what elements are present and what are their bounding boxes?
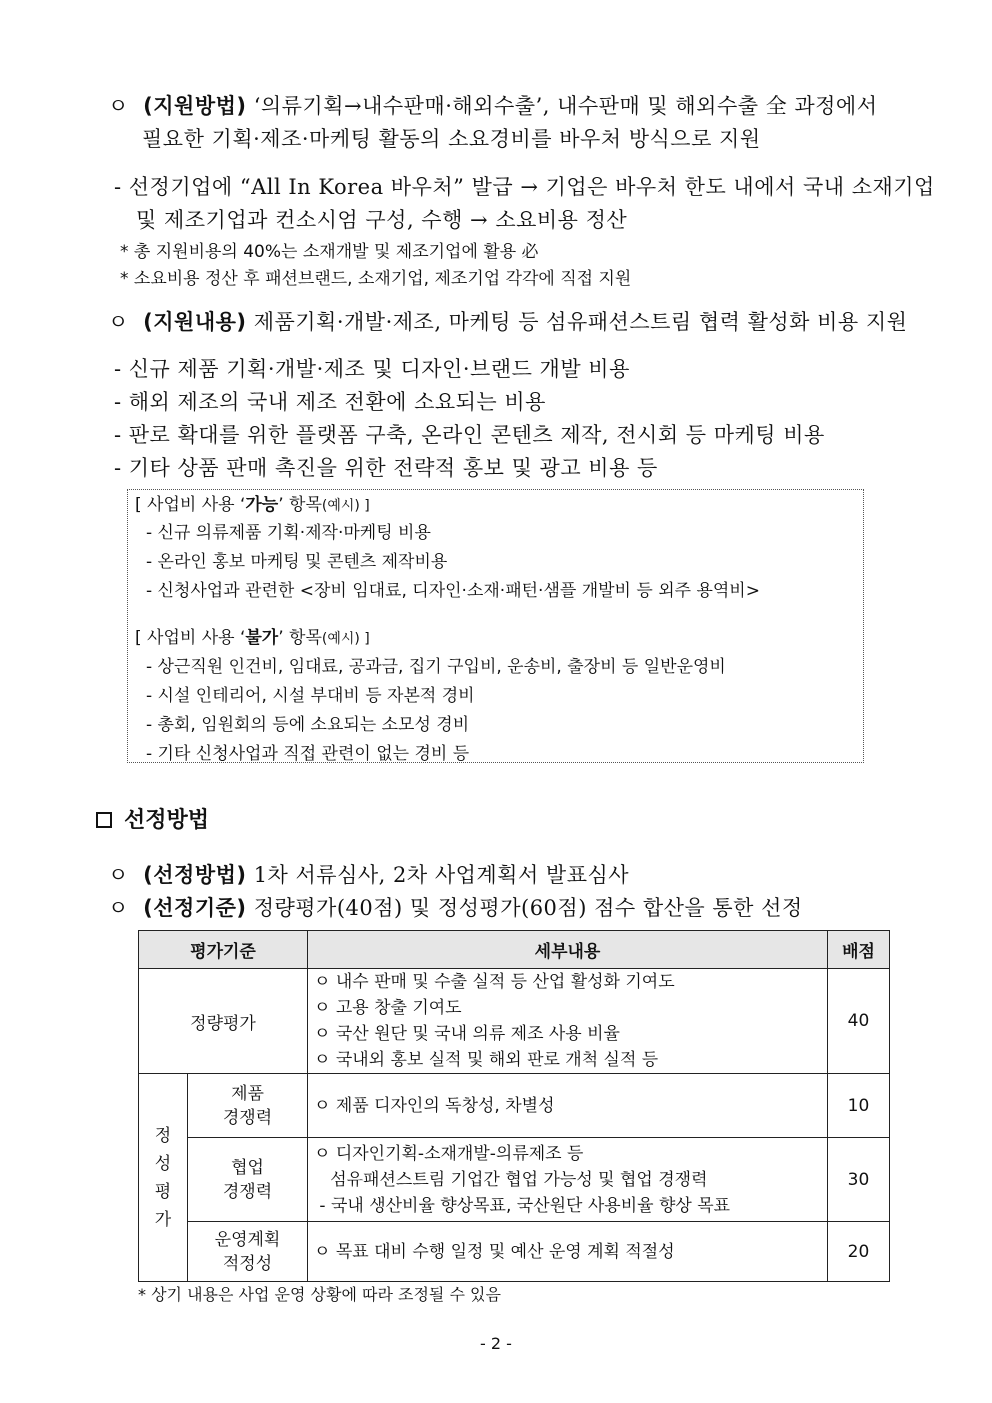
evaluation-table [138, 930, 890, 1282]
allowed-heading: [ 사업비 사용 ‘가능’ 항목(예시) ] [135, 495, 370, 515]
quant-score: 40 [828, 969, 890, 1074]
table-header-row [139, 931, 890, 969]
bullet-label: (선정방법) [143, 863, 247, 887]
list-item: - 판로 확대를 위한 플랫폼 구축, 온라인 콘텐츠 제작, 전시회 등 마케팅 비용 [114, 423, 825, 447]
allowed-item: - 온라인 홍보 마케팅 및 콘텐츠 제작비용 [146, 552, 448, 572]
table-row [139, 1074, 890, 1138]
checkbox-square-icon [96, 812, 112, 828]
denied-item: - 시설 인테리어, 시설 부대비 등 자본적 경비 [146, 686, 475, 706]
row-score: 10 [828, 1074, 890, 1138]
bullet-support-content: ㅇ (지원내용) 제품기획·개발·제조, 마케팅 등 섬유패션스트림 협력 활성화 비용 지원 [108, 310, 908, 334]
bullet-label: (지원내용) [143, 310, 247, 334]
bullet-text: ‘의류기획→내수판매·해외수출’, 내수판매 및 해외수출 全 과정에서 [253, 94, 878, 118]
row-score: 30 [828, 1138, 890, 1222]
row-label: 제품 경쟁력 [188, 1074, 308, 1138]
bullet-selection-method: ㅇ (선정방법) 1차 서류심사, 2차 사업계획서 발표심사 [108, 863, 630, 887]
bullet-text-cont: 필요한 기획·제조·마케팅 활동의 소요경비를 바우처 방식으로 지원 [142, 127, 761, 151]
bullet-text: 제품기획·개발·제조, 마케팅 등 섬유패션스트림 협력 활성화 비용 지원 [253, 310, 908, 334]
bullet-text: 1차 서류심사, 2차 사업계획서 발표심사 [253, 863, 630, 887]
list-item: - 신규 제품 기획·개발·제조 및 디자인·브랜드 개발 비용 [114, 357, 630, 381]
quant-details: ㅇ 내수 판매 및 수출 실적 등 산업 활성화 기여도 ㅇ 고용 창출 기여도 ㅇ 국산 원단 및 국내 의류 제조 사용 비율 ㅇ 국내외 홍보 실적 및 해외 판로 개척 실적 등 [308, 969, 828, 1074]
list-item: - 해외 제조의 국내 제조 전환에 소요되는 비용 [114, 390, 546, 414]
table-footnote: * 상기 내용은 사업 운영 상황에 따라 조정될 수 있음 [138, 1285, 501, 1304]
page-number: - 2 - [480, 1334, 512, 1353]
bullet-label: (지원방법) [143, 94, 247, 118]
header-criteria: 평가기준 [139, 931, 308, 969]
row-details: ㅇ 목표 대비 수행 일정 및 예산 운영 계획 적절성 [308, 1222, 828, 1282]
qual-label: 정 성 평 가 [139, 1074, 188, 1282]
row-label: 협업 경쟁력 [188, 1138, 308, 1222]
table-row [139, 969, 890, 1074]
quant-label: 정량평가 [139, 969, 308, 1074]
row-details: ㅇ 제품 디자인의 독창성, 차별성 [308, 1074, 828, 1138]
bullet-selection-criteria: ㅇ (선정기준) 정량평가(40점) 및 정성평가(60점) 점수 합산을 통한 선정 [108, 896, 803, 920]
header-score: 배점 [828, 931, 890, 969]
denied-item: - 상근직원 인건비, 임대료, 공과금, 집기 구입비, 운송비, 출장비 등 일반운영비 [146, 657, 726, 677]
denied-heading: [ 사업비 사용 ‘불가’ 항목(예시) ] [135, 628, 370, 648]
note-2: * 소요비용 정산 후 패션브랜드, 소재기업, 제조기업 각각에 직접 지원 [120, 269, 632, 289]
table-row [139, 1222, 890, 1282]
header-details: 세부내용 [308, 931, 828, 969]
row-label: 운영계획 적정성 [188, 1222, 308, 1282]
bullet-label: (선정기준) [143, 896, 247, 920]
note-1: * 총 지원비용의 40%는 소재개발 및 제조기업에 활용 必 [120, 242, 539, 262]
row-details: ㅇ 디자인기획-소재개발-의류제조 등 섬유패션스트림 기업간 협업 가능성 및 협업 경쟁력 - 국내 생산비율 향상목표, 국산원단 사용비율 향상 목표 [308, 1138, 828, 1222]
allowed-item: - 신규 의류제품 기획·제작·마케팅 비용 [146, 523, 431, 543]
row-score: 20 [828, 1222, 890, 1282]
allowed-item: - 신청사업과 관련한 <장비 임대료, 디자인·소재·패턴·샘플 개발비 등 외주 용역비> [146, 581, 760, 601]
voucher-line-2: 및 제조기업과 컨소시엄 구성, 수행 → 소요비용 정산 [136, 208, 628, 232]
bullet-text: 정량평가(40점) 및 정성평가(60점) 점수 합산을 통한 선정 [253, 896, 803, 920]
denied-item: - 기타 신청사업과 직접 관련이 없는 경비 등 [146, 744, 470, 764]
table-row [139, 1138, 890, 1222]
bullet-support-method: ㅇ (지원방법) ‘의류기획→내수판매·해외수출’, 내수판매 및 해외수출 全 과정에서 [108, 94, 878, 118]
section-heading: 선정방법 [96, 803, 209, 834]
voucher-line-1: - 선정기업에 “All In Korea 바우처” 발급 → 기업은 바우처 한도 내에서 국내 소재기업 [114, 175, 935, 199]
list-item: - 기타 상품 판매 촉진을 위한 전략적 홍보 및 광고 비용 등 [114, 456, 658, 480]
denied-item: - 총회, 임원회의 등에 소요되는 소모성 경비 [146, 715, 470, 735]
